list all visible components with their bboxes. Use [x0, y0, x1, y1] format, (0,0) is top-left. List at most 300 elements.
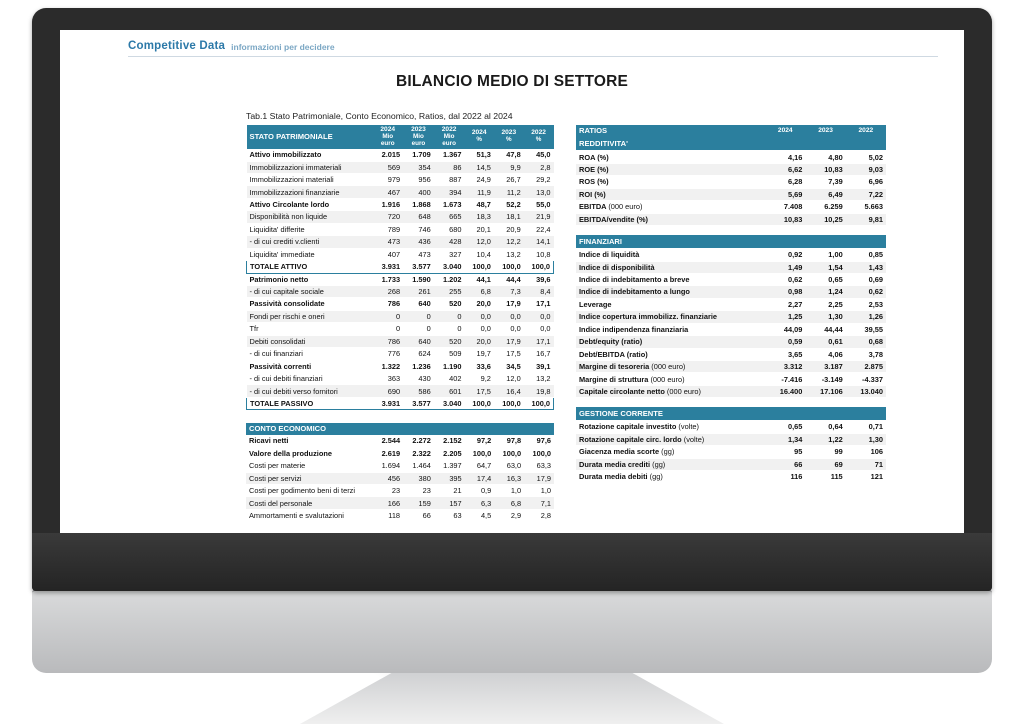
row-value: 10,8 — [524, 248, 554, 260]
table-row — [247, 211, 554, 223]
row-value: 7.408 — [765, 201, 805, 213]
table-row — [576, 176, 886, 188]
row-value: 0 — [403, 323, 434, 335]
left-column — [246, 125, 554, 522]
row-value: 0,61 — [805, 336, 845, 348]
table-row — [576, 273, 886, 285]
ratios-table — [576, 125, 886, 483]
row-label: ROA (%) — [576, 151, 765, 163]
row-value: 48,7 — [464, 198, 493, 210]
row-value: 2.875 — [846, 361, 886, 373]
row-label: EBITDA/vendite (%) — [576, 213, 765, 225]
row-value: 255 — [434, 285, 465, 297]
row-value: 887 — [434, 174, 465, 186]
row-value: 19,7 — [464, 348, 493, 360]
row-label: TOTALE ATTIVO — [247, 261, 373, 273]
row-value: 2.152 — [434, 435, 465, 447]
row-unit: (000 euro) — [666, 386, 702, 396]
table-row — [247, 273, 554, 285]
row-value: 6,96 — [846, 176, 886, 188]
table-row — [576, 286, 886, 298]
row-value: 1.202 — [434, 273, 465, 285]
unit-label: Mio euro — [411, 132, 426, 147]
row-value: 428 — [434, 236, 465, 248]
row-value: 0,65 — [765, 421, 805, 433]
row-value: 17,9 — [494, 298, 524, 310]
row-value: 44,09 — [765, 323, 805, 335]
row-label: Passività correnti — [247, 360, 373, 372]
table-row — [576, 249, 886, 261]
row-label: Rotazione capitale circ. lordo (volte) — [576, 433, 765, 445]
table-row — [576, 188, 886, 200]
row-label: ROI (%) — [576, 188, 765, 200]
row-value: 99 — [805, 446, 845, 458]
table-row — [576, 336, 886, 348]
row-unit: (000 euro) — [651, 362, 686, 372]
year-label: 2022 — [441, 126, 457, 133]
row-value: 9,9 — [494, 161, 524, 173]
row-label: Costi del personale — [246, 497, 372, 509]
table-row — [247, 298, 554, 310]
row-value: 786 — [372, 335, 403, 347]
row-value: 63,3 — [524, 460, 554, 472]
row-value: 13,2 — [494, 248, 524, 260]
document-page — [60, 30, 964, 533]
table-row — [576, 458, 886, 470]
row-value: 17,9 — [524, 472, 554, 484]
row-value: 268 — [372, 285, 403, 297]
row-value: 2,9 — [494, 509, 524, 521]
row-value: 63,0 — [494, 460, 524, 472]
ratios-section-band — [576, 407, 886, 421]
column-header-year — [403, 125, 434, 149]
row-value: 6,28 — [765, 176, 805, 188]
row-label: Indice di indebitamento a lungo — [576, 286, 765, 298]
row-value: 4,5 — [465, 509, 495, 521]
row-value: 1,00 — [805, 249, 845, 261]
row-value: 100,0 — [465, 447, 495, 459]
row-value: 66 — [403, 509, 434, 521]
row-value: 746 — [403, 223, 434, 235]
row-value: 20,1 — [464, 223, 493, 235]
row-value: 86 — [434, 161, 465, 173]
row-value: 0,9 — [465, 485, 495, 497]
row-value: 6,49 — [805, 188, 845, 200]
table-row — [247, 223, 554, 235]
row-value: 16.400 — [765, 385, 805, 397]
row-value: 17,4 — [465, 472, 495, 484]
row-value: 3.931 — [372, 261, 403, 273]
row-label: Ammortamenti e svalutazioni — [246, 509, 372, 521]
row-value: 44,1 — [464, 273, 493, 285]
row-label: TOTALE PASSIVO — [247, 397, 373, 409]
row-value: 5,02 — [846, 151, 886, 163]
row-value: 3.040 — [434, 261, 465, 273]
row-value: 39,55 — [846, 323, 886, 335]
table-row — [247, 385, 554, 397]
row-value: 1.694 — [372, 460, 403, 472]
row-value: 4,80 — [805, 151, 845, 163]
row-label: ROE (%) — [576, 163, 765, 175]
row-value: 776 — [372, 348, 403, 360]
row-label: Indice di indebitamento a breve — [576, 273, 765, 285]
row-value: 786 — [372, 298, 403, 310]
row-value: 12,0 — [494, 373, 524, 385]
row-label: Passività consolidate — [247, 298, 373, 310]
row-label: Indice indipendenza finanziaria — [576, 323, 765, 335]
row-value: 13.040 — [846, 385, 886, 397]
row-value: 2,8 — [524, 509, 554, 521]
row-value: 3.312 — [765, 361, 805, 373]
row-value: 29,2 — [524, 174, 554, 186]
row-value: 2.015 — [372, 149, 403, 161]
row-value: 100,0 — [524, 397, 554, 409]
year-label: 2022 — [531, 129, 546, 137]
row-value: 55,0 — [524, 198, 554, 210]
row-value: 100,0 — [494, 261, 524, 273]
row-value: 1,0 — [524, 485, 554, 497]
row-value: 3.577 — [403, 261, 434, 273]
row-value: 9,03 — [846, 163, 886, 175]
row-value: 69 — [805, 458, 845, 470]
row-value: 23 — [403, 485, 434, 497]
row-value: 1,24 — [805, 286, 845, 298]
table-row — [246, 509, 554, 521]
row-unit: (volte) — [678, 422, 699, 432]
row-value: 1.236 — [403, 360, 434, 372]
table-row — [576, 298, 886, 310]
row-value: 1,49 — [765, 261, 805, 273]
table-row — [247, 261, 554, 273]
row-value: 20,0 — [464, 335, 493, 347]
row-label: Immobilizzazioni immateriali — [247, 161, 373, 173]
unit-label: % — [535, 136, 542, 144]
row-value: 520 — [434, 335, 465, 347]
stato-patrimoniale-table — [246, 125, 554, 410]
row-value: 23 — [372, 485, 403, 497]
row-value: 44,4 — [494, 273, 524, 285]
table-row — [576, 446, 886, 458]
row-value: 0 — [372, 310, 403, 322]
row-value: 0,71 — [846, 421, 886, 433]
row-value: 6,8 — [494, 497, 524, 509]
row-value: 33,6 — [464, 360, 493, 372]
table-row — [247, 348, 554, 360]
right-column — [576, 125, 886, 522]
row-value: 0,62 — [846, 286, 886, 298]
row-unit: (000 euro) — [608, 202, 643, 212]
row-value: 3.187 — [805, 361, 845, 373]
row-value: 5,69 — [765, 188, 805, 200]
row-value: 720 — [372, 211, 403, 223]
table-row — [247, 161, 554, 173]
row-value: 16,7 — [524, 348, 554, 360]
monitor-screen — [60, 30, 964, 533]
row-label: Indice di disponibilità — [576, 261, 765, 273]
row-value: 2,27 — [765, 298, 805, 310]
row-value: 17,1 — [524, 298, 554, 310]
table-row — [247, 198, 554, 210]
row-value: 66 — [765, 458, 805, 470]
row-label: - di cui debiti finanziari — [247, 373, 373, 385]
row-value: 10,83 — [765, 213, 805, 225]
table-caption: Tab.1 Stato Patrimoniale, Conto Economico, Ratios, dal 2022 al 2024 — [246, 111, 513, 121]
row-value: 1,22 — [805, 433, 845, 445]
unit-label: % — [476, 136, 482, 144]
row-label: EBITDA (000 euro) — [576, 201, 765, 213]
row-value: 402 — [434, 373, 465, 385]
unit-label: Mio euro — [442, 132, 456, 147]
row-value: 17,9 — [494, 335, 524, 347]
row-value: 2,8 — [524, 161, 554, 173]
row-value: 648 — [403, 211, 434, 223]
column-header-year — [464, 125, 493, 149]
row-value: 166 — [372, 497, 403, 509]
row-value: 1.916 — [372, 198, 403, 210]
row-value: 586 — [403, 385, 434, 397]
row-value: 0,65 — [805, 273, 845, 285]
row-value: 51,3 — [464, 149, 493, 161]
table-row — [246, 447, 554, 459]
row-label: - di cui capitale sociale — [247, 285, 373, 297]
row-value: 121 — [846, 471, 886, 483]
row-value: 261 — [403, 285, 434, 297]
table-row — [576, 163, 886, 175]
row-value: 640 — [403, 298, 434, 310]
table-row — [576, 421, 886, 433]
row-value: 12,0 — [464, 236, 493, 248]
row-value: 9,81 — [846, 213, 886, 225]
table-row — [246, 472, 554, 484]
row-value: 39,1 — [524, 360, 554, 372]
row-value: 106 — [846, 446, 886, 458]
row-label: Attivo Circolante lordo — [247, 198, 373, 210]
row-value: 0 — [372, 323, 403, 335]
row-value: 34,5 — [494, 360, 524, 372]
row-value: 789 — [372, 223, 403, 235]
table-row — [247, 373, 554, 385]
row-label: Patrimonio netto — [247, 273, 373, 285]
row-value: 115 — [805, 471, 845, 483]
stato-patrimoniale-header — [247, 125, 554, 149]
row-value: 63 — [434, 509, 465, 521]
row-value: 100,0 — [464, 397, 493, 409]
row-label: Immobilizzazioni finanziarie — [247, 186, 373, 198]
row-value: 436 — [403, 236, 434, 248]
row-value: 3.931 — [372, 397, 403, 409]
section-band-label: REDDITIVITA' — [576, 137, 886, 151]
row-value: 467 — [372, 186, 403, 198]
column-header-year — [805, 125, 845, 137]
row-value: 17.106 — [805, 385, 845, 397]
row-label: Margine di tesoreria (000 euro) — [576, 361, 765, 373]
row-value: 7,22 — [846, 188, 886, 200]
row-value: 640 — [403, 335, 434, 347]
row-value: 16,4 — [494, 385, 524, 397]
brand-tagline: informazioni per decidere — [231, 42, 335, 52]
row-value: 0,98 — [765, 286, 805, 298]
ratios-section-band — [576, 235, 886, 249]
row-value: 1.322 — [372, 360, 403, 372]
unit-label: Mio euro — [380, 132, 395, 147]
row-value: 0,62 — [765, 273, 805, 285]
row-value: 1,43 — [846, 261, 886, 273]
row-value: 7,1 — [524, 497, 554, 509]
row-value: 1,30 — [846, 433, 886, 445]
column-header-label: CONTO ECONOMICO — [246, 423, 554, 435]
column-header-label: STATO PATRIMONIALE — [247, 125, 373, 149]
table-row — [576, 323, 886, 335]
row-value: 1.397 — [434, 460, 465, 472]
table-row — [247, 323, 554, 335]
table-row — [576, 151, 886, 163]
row-value: 44,44 — [805, 323, 845, 335]
row-label: Disponibilità non liquide — [247, 211, 373, 223]
ratios-header — [576, 125, 886, 137]
row-value: 3,78 — [846, 348, 886, 360]
row-value: -4.337 — [846, 373, 886, 385]
row-value: 0,0 — [524, 323, 554, 335]
table-row — [247, 248, 554, 260]
brand-header — [86, 40, 938, 52]
table-row — [247, 360, 554, 372]
row-value: 20,0 — [464, 298, 493, 310]
row-value: 569 — [372, 161, 403, 173]
row-label: Capitale circolante netto (000 euro) — [576, 385, 765, 397]
row-value: 100,0 — [494, 447, 524, 459]
row-value: 13,2 — [524, 373, 554, 385]
row-label: Costi per materie — [246, 460, 372, 472]
table-row — [576, 385, 886, 397]
row-value: 2.619 — [372, 447, 403, 459]
row-value: 39,6 — [524, 273, 554, 285]
row-label: Rotazione capitale investito (volte) — [576, 421, 765, 433]
column-header-year — [765, 125, 805, 137]
row-label: Attivo immobilizzato — [247, 149, 373, 161]
table-row — [247, 310, 554, 322]
row-value: -7.416 — [765, 373, 805, 385]
table-row — [576, 361, 886, 373]
row-value: 1.673 — [434, 198, 465, 210]
row-value: 97,6 — [524, 435, 554, 447]
row-label: Debiti consolidati — [247, 335, 373, 347]
header-divider — [128, 56, 938, 57]
year-label: 2022 — [858, 126, 874, 134]
row-value: -3.149 — [805, 373, 845, 385]
row-value: 473 — [372, 236, 403, 248]
year-label: 2024 — [471, 129, 487, 137]
row-value: 430 — [403, 373, 434, 385]
row-label: Costi per servizi — [246, 472, 372, 484]
row-value: 100,0 — [464, 261, 493, 273]
row-label: - di cui debiti verso fornitori — [247, 385, 373, 397]
row-value: 680 — [434, 223, 465, 235]
row-value: 1,54 — [805, 261, 845, 273]
monitor-base — [32, 589, 992, 673]
year-label: 2024 — [777, 126, 793, 134]
conto-economico-table — [246, 423, 554, 522]
row-value: 2,25 — [805, 298, 845, 310]
row-value: 22,4 — [524, 223, 554, 235]
table-row — [576, 348, 886, 360]
row-value: 354 — [403, 161, 434, 173]
row-value: 1.733 — [372, 273, 403, 285]
year-label: 2023 — [501, 129, 517, 137]
row-value: 12,2 — [494, 236, 524, 248]
row-value: 11,9 — [464, 186, 493, 198]
table-row — [576, 471, 886, 483]
row-unit: (gg) — [661, 447, 675, 457]
row-value: 1.367 — [434, 149, 465, 161]
table-row — [247, 149, 554, 161]
table-row — [576, 201, 886, 213]
row-value: 380 — [403, 472, 434, 484]
row-value: 45,0 — [524, 149, 554, 161]
row-value: 17,5 — [464, 385, 493, 397]
row-value: 0,0 — [494, 323, 524, 335]
row-value: 1.590 — [403, 273, 434, 285]
row-label: - di cui crediti v.clienti — [247, 236, 373, 248]
row-value: 24,9 — [464, 174, 493, 186]
row-value: 0,0 — [464, 323, 493, 335]
brand-name: Competitive Data — [128, 40, 226, 52]
row-value: 100,0 — [524, 261, 554, 273]
row-value: 1,34 — [765, 433, 805, 445]
row-value: 16,3 — [494, 472, 524, 484]
row-value: 4,16 — [765, 151, 805, 163]
row-value: 14,5 — [464, 161, 493, 173]
row-value: 0,0 — [494, 310, 524, 322]
row-value: 18,3 — [464, 211, 493, 223]
row-value: 100,0 — [494, 397, 524, 409]
row-value: 520 — [434, 298, 465, 310]
row-label: Durata media debiti (gg) — [576, 471, 765, 483]
row-label: Debt/equity (ratio) — [576, 336, 765, 348]
table-row — [246, 497, 554, 509]
row-value: 624 — [403, 348, 434, 360]
row-label: ROS (%) — [576, 176, 765, 188]
row-value: 509 — [434, 348, 465, 360]
row-value: 956 — [403, 174, 434, 186]
table-row — [247, 397, 554, 409]
column-header-year — [846, 125, 886, 137]
monitor-frame — [32, 8, 992, 591]
table-row — [247, 285, 554, 297]
row-value: 116 — [765, 471, 805, 483]
spacer-row — [576, 398, 886, 407]
row-value: 52,2 — [494, 198, 524, 210]
row-value: 1.464 — [403, 460, 434, 472]
row-value: 17,1 — [524, 335, 554, 347]
row-value: 1.709 — [403, 149, 434, 161]
row-value: 0 — [403, 310, 434, 322]
row-value: 0,92 — [765, 249, 805, 261]
row-value: 6,8 — [464, 285, 493, 297]
table-row — [576, 311, 886, 323]
row-label: Giacenza media scorte (gg) — [576, 446, 765, 458]
row-value: 157 — [434, 497, 465, 509]
row-value: 1,0 — [494, 485, 524, 497]
row-label: Indice di liquidità — [576, 249, 765, 261]
row-value: 5.663 — [846, 201, 886, 213]
row-value: 2.544 — [372, 435, 403, 447]
row-value: 400 — [403, 186, 434, 198]
row-value: 7,3 — [494, 285, 524, 297]
monitor-bezel-bottom — [32, 533, 992, 591]
row-value: 97,8 — [494, 435, 524, 447]
row-value: 979 — [372, 174, 403, 186]
table-row — [247, 186, 554, 198]
